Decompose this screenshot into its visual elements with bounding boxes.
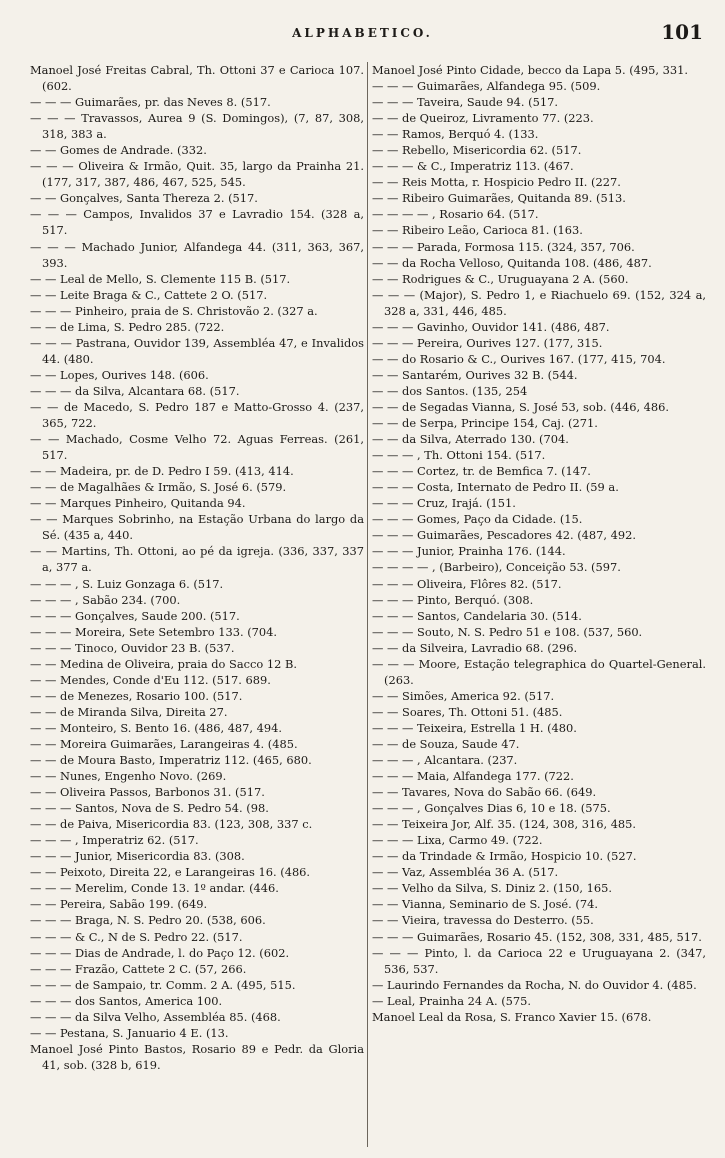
directory-entry: — — — Pastrana, Ouvidor 139, Assembléa 47, e Invalidos 44. (480. [30, 335, 364, 366]
directory-entry: — — Vieira, travessa do Desterro. (55. [372, 913, 594, 928]
directory-entry: — — — , Imperatriz 62. (517. [30, 833, 199, 848]
directory-entry: — — Ribeiro Guimarães, Quitanda 89. (513. [372, 191, 626, 206]
directory-entry: — — Machado, Cosme Velho 72. Aguas Ferreas. (261, 517. [30, 432, 364, 463]
directory-entry: — — — Machado Junior, Alfandega 44. (311, 363, 367, 393. [30, 239, 364, 270]
directory-entry: — — — Braga, N. S. Pedro 20. (538, 606. [30, 913, 266, 928]
directory-entry: — — — de Sampaio, tr. Comm. 2 A. (495, 515. [30, 977, 296, 992]
directory-entry: — — — dos Santos, America 100. [30, 993, 223, 1008]
directory-entry: — — — — , Rosario 64. (517. [372, 207, 539, 222]
directory-entry: — — — Cruz, Irajá. (151. [372, 496, 516, 511]
directory-entry: — — Tavares, Nova do Sabão 66. (649. [372, 785, 597, 800]
directory-entry: — — Teixeira Jor, Alf. 35. (124, 308, 316, 485. [372, 817, 637, 832]
directory-entry: — — do Rosario & C., Ourives 167. (177, 415, 704. [372, 351, 666, 366]
directory-entry: — — — Gavinho, Ouvidor 141. (486, 487. [372, 319, 610, 334]
page-header [0, 20, 725, 50]
directory-entry: — — — Pinto, Berquó. (308. [372, 592, 534, 607]
directory-entry: — — Vaz, Assembléa 36 A. (517. [372, 865, 559, 880]
directory-entry: — — de Lima, S. Pedro 285. (722. [30, 319, 225, 334]
directory-entry: — — Soares, Th. Ottoni 51. (485. [372, 704, 563, 719]
directory-entry: — — — , S. Luiz Gonzaga 6. (517. [30, 576, 224, 591]
directory-entry: — — Leal de Mello, S. Clemente 115 B. (517. [30, 271, 291, 286]
directory-entry: — — — Oliveira, Flôres 82. (517. [372, 576, 562, 591]
directory-entry: Manoel Leal da Rosa, S. Franco Xavier 15. (678. [372, 1009, 652, 1024]
directory-entry: — — — Merelim, Conde 13. 1º andar. (446. [30, 881, 279, 896]
directory-entry: — — — , Alcantara. (237. [372, 753, 518, 768]
directory-entry: — — — Costa, Internato de Pedro II. (59 a. [372, 480, 619, 495]
directory-entry: — — — (Major), S. Pedro 1, e Riachuelo 69. (152, 324 a, 328 a, 331, 446, 485. [372, 287, 706, 318]
directory-entry: — Laurindo Fernandes da Rocha, N. do Ouvidor 4. (485. [372, 977, 697, 992]
directory-entry: — — Mendes, Conde d'Eu 112. (517. 689. [30, 672, 271, 687]
directory-entry: — — de Magalhães & Irmão, S. José 6. (579. [30, 480, 287, 495]
directory-entry: — — Marques Pinheiro, Quitanda 94. [30, 496, 246, 511]
directory-entry: — — — Gonçalves, Saude 200. (517. [30, 608, 240, 623]
directory-entry: — — Gonçalves, Santa Thereza 2. (517. [30, 191, 258, 206]
directory-entry: — — Pestana, S. Januario 4 E. (13. [30, 1025, 229, 1040]
directory-entry: — — — Teixeira, Estrella 1 H. (480. [372, 720, 577, 735]
directory-entry: — — — da Silva Velho, Assembléa 85. (468. [30, 1009, 281, 1024]
directory-entry: — — Oliveira Passos, Barbonos 31. (517. [30, 785, 265, 800]
directory-entry: — — de Segadas Vianna, S. José 53, sob. (446, 486. [372, 399, 670, 414]
directory-entry: — — Velho da Silva, S. Diniz 2. (150, 165. [372, 881, 612, 896]
entry-columns [30, 62, 710, 1152]
directory-entry: — — — , Gonçalves Dias 6, 10 e 18. (575. [372, 801, 611, 816]
directory-entry: — — Simões, America 92. (517. [372, 688, 555, 703]
directory-entry: — — — — , (Barbeiro), Conceição 53. (597. [372, 560, 621, 575]
directory-entry: — — — , Sabão 234. (700. [30, 592, 181, 607]
directory-entry: — — Santarém, Ourives 32 B. (544. [372, 367, 578, 382]
directory-entry: — — Nunes, Engenho Novo. (269. [30, 769, 227, 784]
directory-entry: — — de Miranda Silva, Direita 27. [30, 704, 228, 719]
directory-entry: Manoel José Freitas Cabral, Th. Ottoni 37 e Carioca 107. (602. [30, 63, 364, 94]
left-column [30, 62, 364, 1152]
directory-entry: — — da Silveira, Lavradio 68. (296. [372, 640, 578, 655]
directory-entry: — — — Guimarães, pr. das Neves 8. (517. [30, 95, 271, 110]
directory-entry: — — de Queiroz, Livramento 77. (223. [372, 111, 594, 126]
directory-entry: — — — Moore, Estação telegraphica do Quartel-General. (263. [372, 656, 706, 687]
directory-entry: — — de Menezes, Rosario 100. (517. [30, 688, 243, 703]
directory-entry: — — — Travassos, Aurea 9 (S. Domingos), (7, 87, 308, 318, 383 a. [30, 111, 364, 142]
directory-entry: — — — Junior, Misericordia 83. (308. [30, 849, 245, 864]
directory-entry: — — — Cortez, tr. de Bemfica 7. (147. [372, 464, 591, 479]
directory-entry: — — Peixoto, Direita 22, e Larangeiras 16. (486. [30, 865, 311, 880]
directory-entry: — — — Pereira, Ourives 127. (177, 315. [372, 335, 603, 350]
directory-entry: — — de Paiva, Misericordia 83. (123, 308, 337 c. [30, 817, 313, 832]
directory-entry: — — dos Santos. (135, 254 [372, 383, 528, 398]
directory-entry: — — — Junior, Prainha 176. (144. [372, 544, 566, 559]
directory-entry: Manoel José Pinto Bastos, Rosario 89 e Pedr. da Gloria 41, sob. (328 b, 619. [30, 1041, 364, 1072]
running-title: ALPHABETICO. [292, 26, 433, 40]
directory-entry: — — Vianna, Seminario de S. José. (74. [372, 897, 598, 912]
directory-entry: — — — Santos, Candelaria 30. (514. [372, 608, 582, 623]
directory-entry: — — Rodrigues & C., Uruguayana 2 A. (560. [372, 271, 629, 286]
directory-entry: — — Gomes de Andrade. (332. [30, 143, 207, 158]
directory-entry: — — Rebello, Misericordia 62. (517. [372, 143, 582, 158]
directory-entry: — — Moreira Guimarães, Larangeiras 4. (485. [30, 736, 298, 751]
directory-entry: — — Madeira, pr. de D. Pedro I 59. (413, 414. [30, 464, 294, 479]
directory-entry: — — — Gomes, Paço da Cidade. (15. [372, 512, 583, 527]
directory-entry: — — — Guimarães, Rosario 45. (152, 308, 331, 485, 517. [372, 929, 702, 944]
directory-entry: — — Pereira, Sabão 199. (649. [30, 897, 208, 912]
directory-entry: — — da Trindade & Irmão, Hospicio 10. (527. [372, 849, 637, 864]
directory-entry: — — Marques Sobrinho, na Estação Urbana do largo da Sé. (435 a, 440. [30, 512, 364, 543]
directory-entry: — — Lopes, Ourives 148. (606. [30, 367, 209, 382]
directory-entry: — — — Oliveira & Irmão, Quit. 35, largo da Prainha 21. (177, 317, 387, 486, 467, 525, 545. [30, 159, 364, 190]
directory-entry: — — Ramos, Berquó 4. (133. [372, 127, 539, 142]
directory-entry: — — Leite Braga & C., Cattete 2 O. (517. [30, 287, 268, 302]
directory-entry: — — de Macedo, S. Pedro 187 e Matto-Grosso 4. (237, 365, 722. [30, 399, 364, 431]
directory-entry: — — — Santos, Nova de S. Pedro 54. (98. [30, 801, 269, 816]
directory-entry: — — da Silva, Aterrado 130. (704. [372, 432, 569, 447]
directory-entry: — — — & C., Imperatriz 113. (467. [372, 159, 574, 174]
directory-entry: — — da Rocha Velloso, Quitanda 108. (486, 487. [372, 255, 652, 270]
directory-entry: Manoel José Pinto Cidade, becco da Lapa 5. (495, 331. [372, 63, 689, 77]
directory-entry: — — — & C., N de S. Pedro 22. (517. [30, 929, 243, 944]
directory-entry: — — — Tinoco, Ouvidor 23 B. (537. [30, 640, 235, 655]
directory-entry: — — — Taveira, Saude 94. (517. [372, 95, 558, 110]
directory-entry: — — — Maia, Alfandega 177. (722. [372, 769, 574, 784]
directory-entry: — — Reis Motta, r. Hospicio Pedro II. (227. [372, 175, 621, 190]
directory-entry: — — — Pinheiro, praia de S. Christovão 2. (327 a. [30, 303, 318, 318]
directory-entry: — — — Parada, Formosa 115. (324, 357, 706. [372, 239, 635, 254]
directory-entry: — — — , Th. Ottoni 154. (517. [372, 448, 546, 463]
directory-entry: — — — Campos, Invalidos 37 e Lavradio 154. (328 a, 517. [30, 207, 364, 238]
directory-entry: — — — Frazão, Cattete 2 C. (57, 266. [30, 961, 247, 976]
directory-entry: — — — Dias de Andrade, l. do Paço 12. (602. [30, 945, 290, 960]
right-column [372, 62, 706, 1152]
directory-entry: — — — Guimarães, Pescadores 42. (487, 492. [372, 528, 637, 543]
directory-entry: — — — Moreira, Sete Setembro 133. (704. [30, 624, 278, 639]
directory-entry: — Leal, Prainha 24 A. (575. [372, 993, 532, 1008]
directory-entry: — — — Pinto, l. da Carioca 22 e Uruguayana 2. (347, 536, 537. [372, 945, 706, 976]
page-number: 101 [661, 20, 703, 44]
directory-entry: — — — Lixa, Carmo 49. (722. [372, 833, 543, 848]
directory-entry: — — — Souto, N. S. Pedro 51 e 108. (537, 560. [372, 624, 643, 639]
directory-entry: — — Medina de Oliveira, praia do Sacco 12 B. [30, 656, 297, 671]
directory-entry: — — Ribeiro Leão, Carioca 81. (163. [372, 223, 583, 238]
directory-entry: — — de Moura Basto, Imperatriz 112. (465, 680. [30, 753, 312, 768]
directory-entry: — — Martins, Th. Ottoni, ao pé da igreja. (336, 337, 337 a, 377 a. [30, 544, 364, 575]
directory-entry: — — Monteiro, S. Bento 16. (486, 487, 494. [30, 720, 283, 735]
directory-entry: — — — Guimarães, Alfandega 95. (509. [372, 79, 601, 94]
directory-entry: — — de Serpa, Principe 154, Caj. (271. [372, 416, 598, 431]
directory-entry: — — — da Silva, Alcantara 68. (517. [30, 383, 240, 398]
directory-entry: — — de Souza, Saude 47. [372, 736, 520, 751]
column-divider [367, 62, 368, 1147]
